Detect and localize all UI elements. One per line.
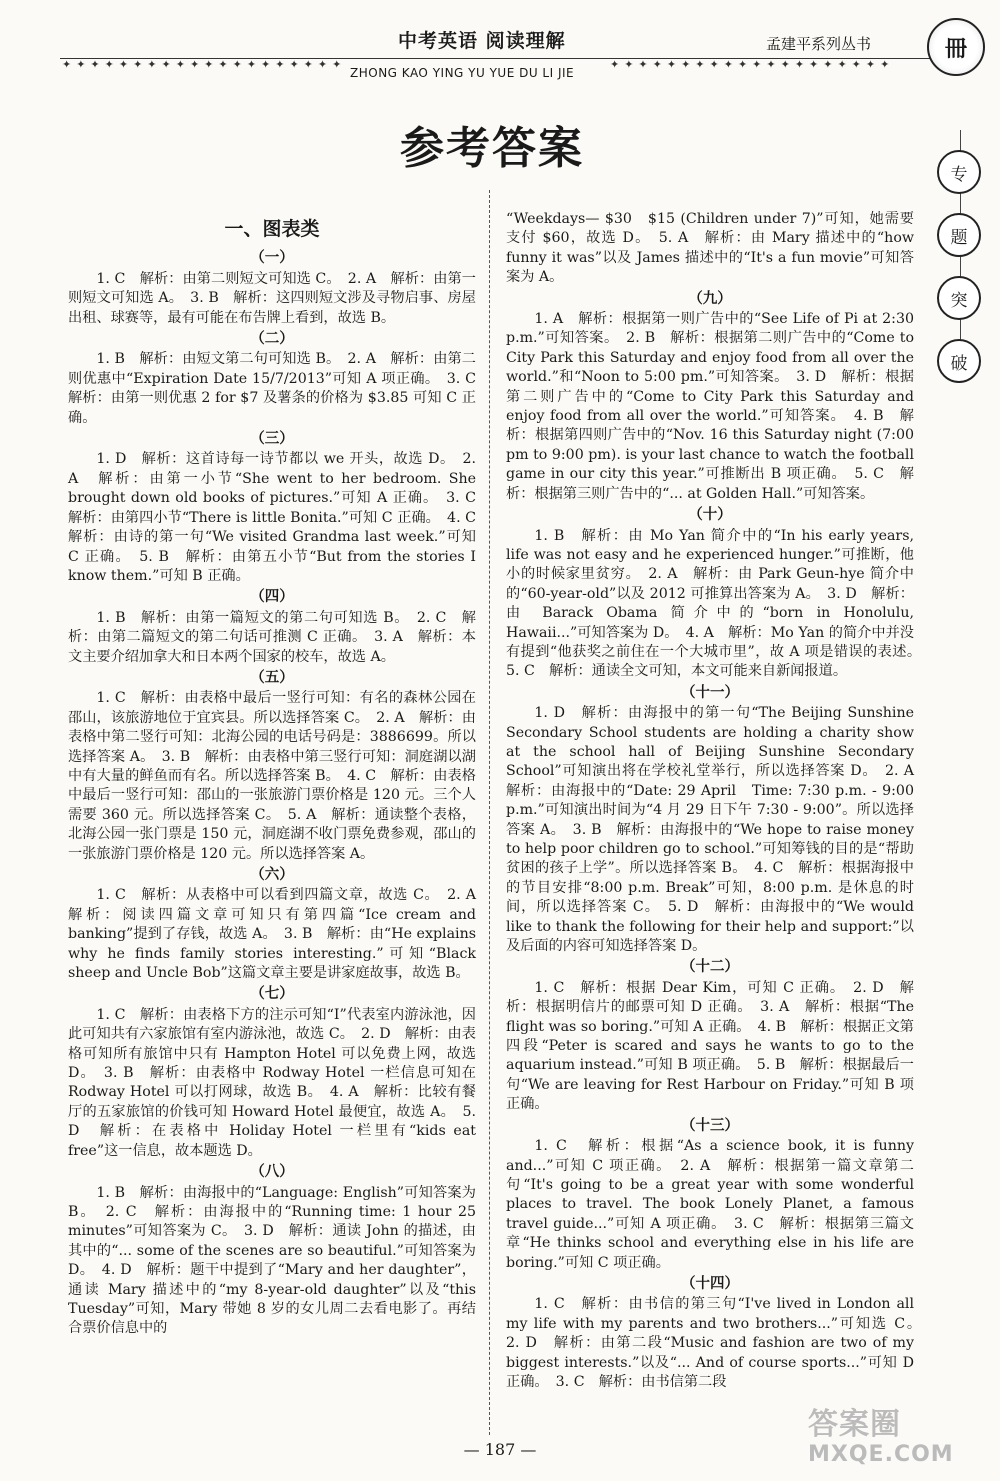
- section-answers: 1. C 解析：由表格下方的注示可知“I”代表室内游泳池，因此可知共有六家旅馆有室内游泳池，故选 C。 2. D 解析：由表格可知所有旅馆中只有 Hampton Hotel 可以免费上网，故选 D。 3. B 解析：由表格中 Rodway Hotel 一栏信息可知在 Rodway Hotel 可以打网球，故选 B。 4. A 解析：比较有餐厅的五家旅馆的价钱可知 Howard Hotel 最便宜，故选 A。 5. D 解析：在表格中 Holiday Hotel 一栏里有“kids eat free”这一信息，故本题选 D。: [68, 1006, 476, 1159]
- series-name: 孟建平系列丛书: [766, 35, 872, 53]
- side-tab-4: 破: [937, 339, 981, 383]
- section-title: （七）: [250, 986, 294, 1003]
- section-title: （四）: [250, 589, 294, 606]
- publisher-logo-icon: 冊: [927, 18, 985, 76]
- section-answers: 1. C 解析：由书信的第三句“I've lived in London all my life with my parents and two brothers...”可知选 C。 2. D 解析：由第二段“Music and fashion are two of my biggest interests.”以及“... And of course sports...”可知 D 正确。 3. C 解析：由书信第二段: [506, 1296, 929, 1390]
- watermark-line-2: MXQE.COM: [808, 1442, 954, 1467]
- section-title: （八）: [250, 1164, 294, 1181]
- continued-answer: “Weekdays— $30 $15 (Children under 7)”可知，她需要支付 $60，故选 D。 5. A 解析：由 Mary 描述中的“how funny it was”以及 James 描述中的“It's a fun movie”可知答案为 A。: [506, 211, 914, 286]
- right-column: [506, 210, 929, 1394]
- left-column: [68, 212, 491, 1341]
- section-title: （十二）: [681, 959, 739, 976]
- book-title-pinyin: ZHONG KAO YING YU YUE DU LI JIE: [350, 66, 575, 80]
- category-title: 一、图表类: [224, 218, 320, 240]
- star-border-left: ✦✦✦✦✦✦✦✦✦✦✦✦✦✦✦✦✦✦✦✦: [62, 58, 347, 71]
- book-title: 中考英语 阅读理解: [398, 30, 566, 52]
- star-border-right: ✦✦✦✦✦✦✦✦✦✦✦✦✦✦✦✦✦✦✦✦: [610, 58, 895, 71]
- side-tab-3: 突: [937, 276, 981, 320]
- section-answers: 1. B 解析：由短文第二句可知选 B。 2. A 解析：由第二则优惠中“Expiration Date 15/7/2013”可知 A 项正确。 3. C 解析：由第一则优惠 2 for $7 及薯条的价格为 $3.85 可知 C 正确。: [68, 351, 491, 426]
- page-number: — 187 —: [463, 1440, 537, 1459]
- section-title: （九）: [688, 290, 732, 307]
- right-sections: [506, 290, 929, 1393]
- section-answers: 1. B 解析：由第一篇短文的第二句可知选 B。 2. C 解析：由第二篇短文的第二句话可推测 C 正确。 3. A 解析：本文主要介绍加拿大和日本两个国家的校车，故选 A。: [68, 609, 476, 665]
- section-title: （十三）: [681, 1117, 739, 1134]
- section-answers: 1. C 解析：根据 Dear Kim，可知 C 正确。 2. D 解析：根据明信片的邮票可知 D 正确。 3. A 解析：根据“The flight was so boring.”可知 A 正确。 4. B 解析：根据正文第四段“Peter is scared and says he wants to go to the aquarium instead.”可知 B 项正确。 5. B 解析：根据最后一句“We are leaving for Rest Harbour on Friday.”可知 B 项正确。: [506, 979, 914, 1113]
- section-answers: 1. B 解析：由 Mo Yan 简介中的“In his early years, life was not easy and he experienced hunger.”可推断，他小的时候家里贫穷。 2. A 解析：由 Park Geun-hye 简介中的“60-year-old”以及 2012 可推算出答案为 A。 3. D 解析：由 Barack Obama 简介中的“born in Honolulu, Hawaii...”可知答案为 D。 4. A 解析：Mo Yan 的简介中并没有提到“他获奖之前住在一个大城市里”，故 A 项是错误的表述。 5. C 解析：通读全文可知，本文可能来自新闻报道。: [506, 527, 929, 680]
- section-answers: 1. D 解析：由海报中的第一句“The Beijing Sunshine Secondary School students are holding a charity show at the school hall of Beijing Sunshine Secondary School”可知演出将在学校礼堂举行，所以选择答案 D。 2. A 解析：由海报中的“Date: 29 April Time: 7:30 p.m. - 9:00 p.m.”可知演出时间为“4 月 29 日下午 7:30 - 9:00”。所以选择答案 A。 3. B 解析：由海报中的“We hope to raise money to help poor children go to school.”可知筹钱的目的是“帮助贫困的孩子上学”。所以选择答案 B。 4. C 解析：根据海报中的节目安排“8:00 p.m. Break”可知，8:00 p.m. 是休息的时间，所以选择答案 C。 5. D 解析：由海报中的“We would like to thank the following for their help and support:”以及后面的内容可知选择答案 D。: [506, 705, 929, 955]
- section-answers: 1. D 解析：这首诗每一诗节都以 we 开头，故选 D。 2. A 解析：由第一小节“She went to her bedroom. She brought down old books of pictures.”可知 A 正确。 3. C 解析：由第四小节“There is little Bonita.”可知 C 正确。 4. C 解析：由诗的第一句“We visited Grandma last week.”可知 C 正确。 5. B 解析：由第五小节“But from the stories I know them.”可知 B 正确。: [68, 451, 491, 584]
- section-title: （十）: [688, 507, 732, 524]
- left-sections: [68, 249, 491, 1338]
- section-answers: 1. C 解析：从表格中可以看到四篇文章，故选 C。 2. A 解析：阅读四篇文章可知只有第四篇“Ice cream and banking”提到了存钱，故选 A。 3. B 解析：由“He explains why he finds family stories interesting.”可知“Black sheep and Uncle Bob”这篇文章主要是讲家庭故事，故选 B。: [68, 887, 491, 982]
- section-answers: 1. C 解析：由表格中最后一竖行可知：有名的森林公园在邵山，该旅游地位于宜宾县。所以选择答案 C。 2. A 解析：由表格中第二竖行可知：北海公园的电话号码是：3886699。所以选择答案 A。 3. B 解析：由表格中第三竖行可知：洞庭湖以湖中有大量的鲜鱼而有名。所以选择答案 B。 4. C 解析：由表格中最后一竖行可知：邵山的一张旅游门票价格是 120 元。三个人需要 360 元。所以选择答案 C。 5. A 解析：通读整个表格，北海公园一张门票是 150 元，洞庭湖不收门票免费参观，邵山的一张旅游门票价格是 120 元。所以选择答案 A。: [68, 690, 476, 862]
- section-title: （十四）: [681, 1275, 739, 1292]
- section-answers: 1. B 解析：由海报中的“Language: English”可知答案为 B。 2. C 解析：由海报中的“Running time: 1 hour 25 minutes”可知答案为 C。 3. D 解析：通读 John 的描述，由其中的“... some of the scenes are so beautiful.”可知答案为 D。 4. D 解析：题干中提到了“Mary and her daughter”，通读 Mary 描述中的“my 8-year-old daughter”以及“this Tuesday”可知，Mary 带她 8 岁的女儿周二去看电影了。再结合票价信息中的: [68, 1184, 476, 1337]
- section-answers: 1. A 解析：根据第一则广告中的“See Life of Pi at 2:30 p.m.”可知答案。 2. B 解析：根据第二则广告中的“Come to City Park this Saturday and enjoy food from all over the world.”和“Noon to 5:00 pm.”可知答案。 3. D 解析：根据第二则广告中的“Come to City Park this Saturday and enjoy food from all over the world.”可知答案。 4. B 解析：根据第四则广告中的“Nov. 16 this Saturday night (7:00 pm to 9:00 pm). is your last chance to watch the football game in our city this year.”可推断出 B 项正确。 5. C 解析：根据第三则广告中的“... at Golden Hall.”可知答案。: [506, 311, 914, 502]
- side-tab-2: 题: [937, 213, 981, 257]
- section-title: （三）: [250, 431, 294, 448]
- section-title: （一）: [250, 250, 294, 267]
- section-answers: 1. C 解析：由第二则短文可知选 C。 2. A 解析：由第一则短文可知选 A。 3. B 解析：这四则短文涉及寻物启事、房屋出租、球赛等，最有可能在布告牌上看到，故选 B。: [68, 270, 476, 326]
- page-title: 参考答案: [400, 123, 584, 174]
- side-tabs: [935, 150, 983, 402]
- section-answers: 1. C 解析：根据“As a science book, it is funny and...”可知 C 项正确。 2. A 解析：根据第一篇文章第二句“It's going to be a great year with some wonderful places to travel. The book Lonely Planet, a famous travel guide...”可知 A 项正确。 3. C 解析：根据第三篇文章“He thinks school and everything else in his life are boring.”可知 C 项正确。: [506, 1138, 914, 1271]
- watermark-line-1: 答案圈: [808, 1407, 901, 1442]
- section-title: （六）: [250, 867, 294, 883]
- side-tab-1: 专: [937, 150, 981, 194]
- section-title: （五）: [250, 669, 294, 686]
- section-title: （二）: [250, 331, 294, 348]
- section-title: （十一）: [681, 684, 739, 701]
- watermark: [808, 1407, 954, 1470]
